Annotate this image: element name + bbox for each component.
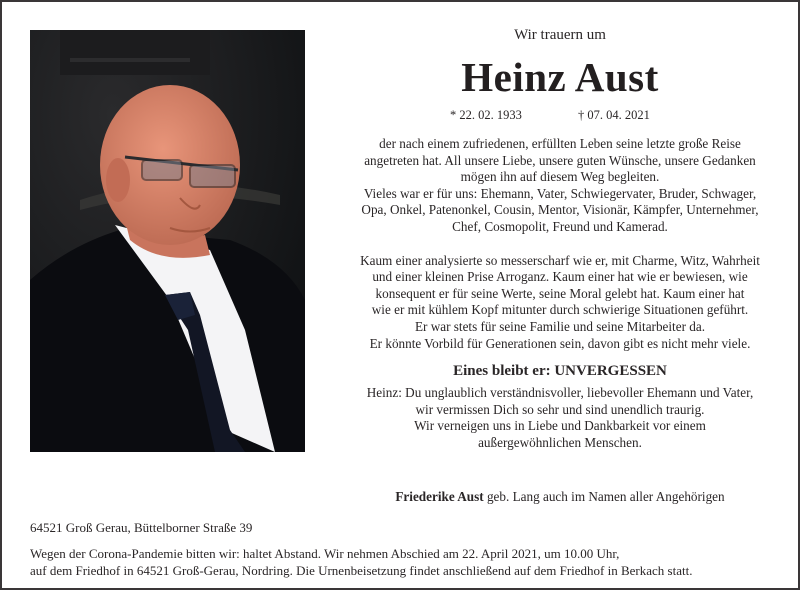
- paragraph-character: [324, 253, 796, 353]
- paragraph-farewell: [324, 385, 796, 451]
- text-line: konsequent er für seine Werte, seine Moral gelebt hat. Kaum einer hat: [375, 285, 745, 301]
- text-line: angetreten hat. All unsere Liebe, unsere guten Wünsche, unsere Gedanken: [364, 152, 756, 168]
- text-line: Vieles war er für uns: Ehemann, Vater, Schwiegervater, Bruder, Schwager,: [363, 185, 757, 201]
- text-line: Chef, Cosmopolit, Freund und Kamerad.: [452, 218, 668, 234]
- intro-text: Wir trauern um: [514, 27, 606, 43]
- funeral-notice-line: Wegen der Corona-Pandemie bitten wir: haltet Abstand. Wir nehmen Abschied am 22. April 2021, um 10.00 Uhr,: [30, 546, 620, 561]
- footer-info: [30, 519, 790, 579]
- obituary-text: [324, 26, 796, 505]
- text-line: Er könnte Vorbild für Generationen sein, davon gibt es nicht mehr viele.: [369, 335, 751, 351]
- text-line: Wir verneigen uns in Liebe und Dankbarkeit vor einem: [414, 418, 706, 434]
- life-dates: [324, 108, 796, 124]
- text-line: der nach einem zufriedenen, erfüllten Leben seine letzte große Reise: [379, 136, 741, 151]
- signature-rest: geb. Lang auch im Namen aller Angehörigen: [483, 488, 725, 504]
- death-date: † 07. 04. 2021: [578, 108, 650, 122]
- deceased-name: Heinz Aust: [461, 54, 659, 100]
- birth-date: * 22. 02. 1933: [450, 108, 522, 122]
- text-line: wie er mit kühlem Kopf mitunter durch schwierige Situationen geführt.: [371, 302, 749, 318]
- text-line: mögen ihn auf diesem Weg begleiten.: [460, 169, 660, 185]
- text-line: Kaum einer analysierte so messerscharf wie er, mit Charme, Witz, Wahrheit: [360, 252, 760, 268]
- signature-name: Friederike Aust: [395, 488, 484, 504]
- family-address: 64521 Groß Gerau, Büttelborner Straße 39: [30, 520, 253, 535]
- unforgotten-headline: Eines bleibt er: UNVERGESSEN: [453, 363, 667, 380]
- signature: [324, 489, 796, 505]
- portrait-illustration: [30, 30, 305, 452]
- text-line: Er war stets für seine Familie und seine Mitarbeiter da.: [414, 318, 706, 334]
- paragraph-tribute: [324, 136, 796, 236]
- funeral-notice-line: auf dem Friedhof in 64521 Groß-Gerau, Nordring. Die Urnenbeisetzung findet anschließend auf dem Friedhof in Berkach statt.: [30, 563, 693, 578]
- text-line: außergewöhnlichen Menschen.: [478, 434, 642, 450]
- text-line: und einer kleinen Prise Arroganz. Kaum einer hat wie er bewiesen, wie: [372, 269, 748, 285]
- text-line: Opa, Onkel, Patenonkel, Cousin, Mentor, Visionär, Kämpfer, Unternehmer,: [361, 202, 759, 218]
- portrait-photo: [30, 30, 305, 452]
- text-line: wir vermissen Dich so sehr und sind unendlich traurig.: [415, 401, 705, 417]
- text-line: Heinz: Du unglaublich verständnisvoller, liebevoller Ehemann und Vater,: [366, 385, 754, 401]
